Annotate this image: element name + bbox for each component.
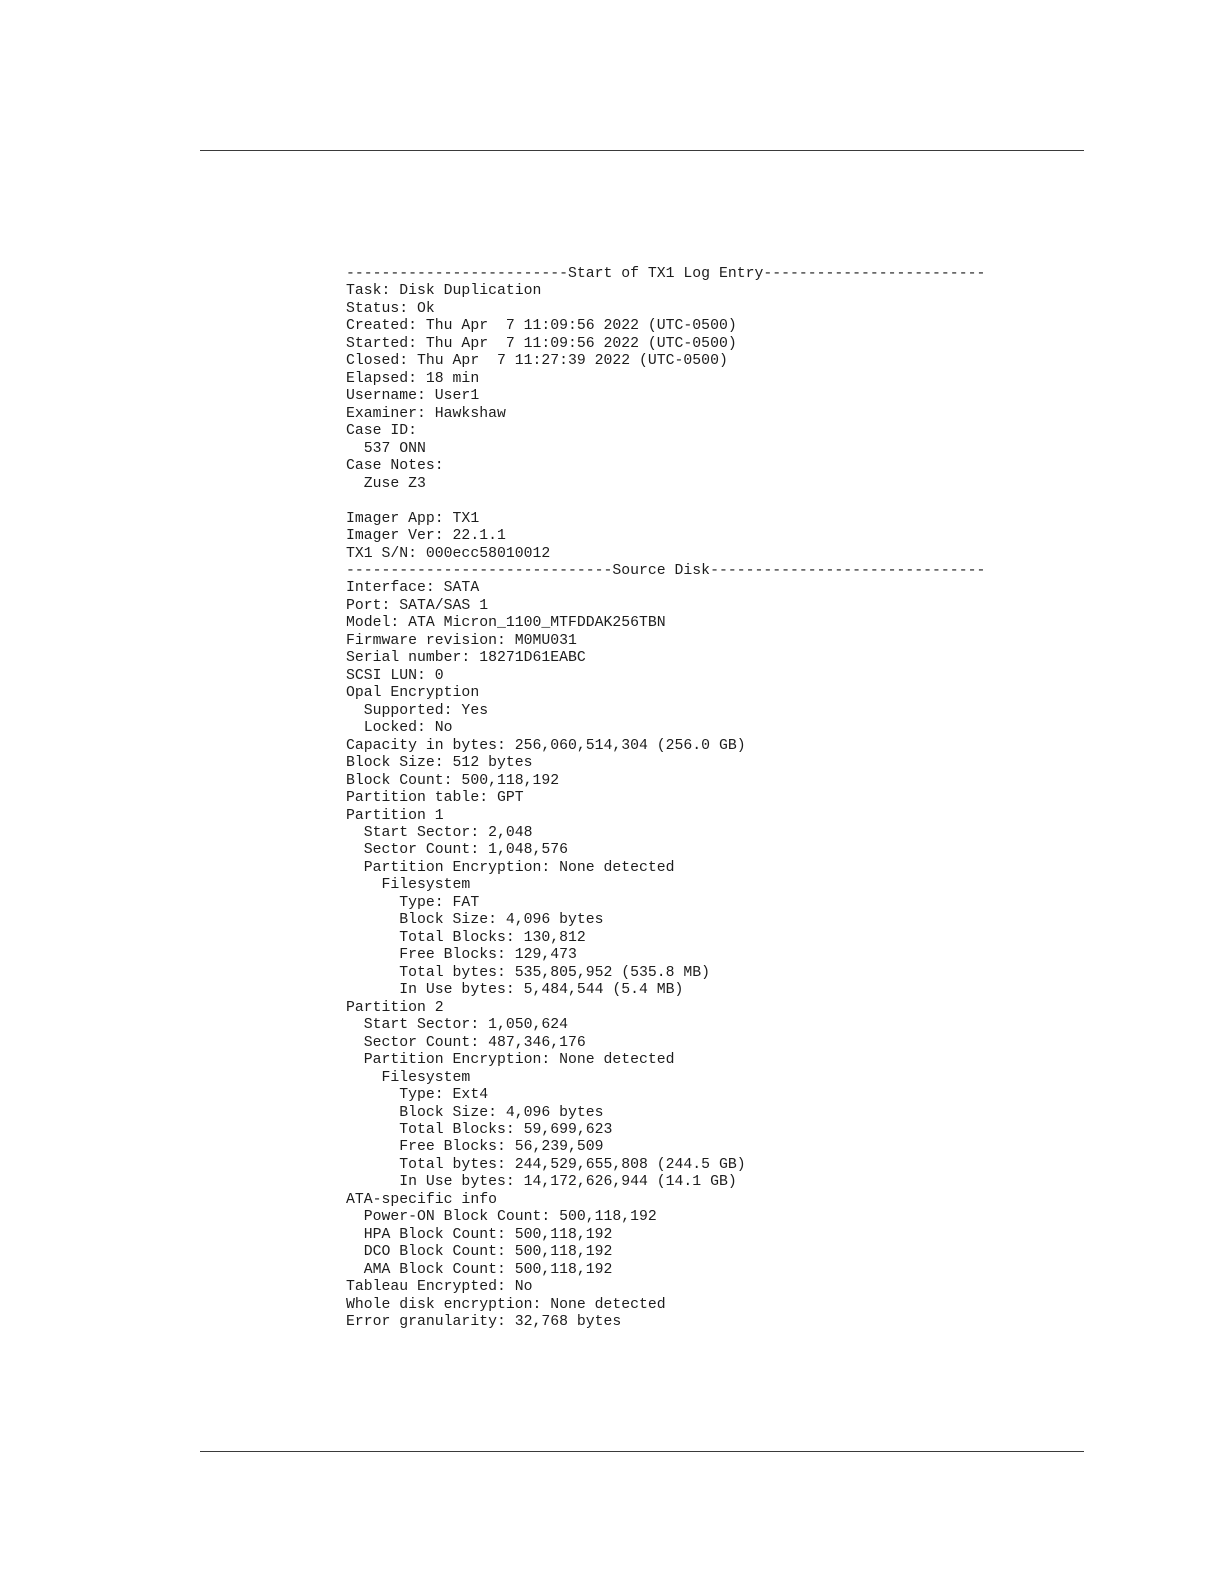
log-line: Start Sector: 1,050,624	[346, 1017, 568, 1034]
log-line: Locked: No	[346, 720, 453, 737]
log-line: Examiner: Hawkshaw	[346, 405, 506, 422]
log-line: Filesystem	[346, 877, 471, 894]
header-rule	[200, 150, 1084, 151]
log-line: Partition Encryption: None detected	[346, 1052, 675, 1069]
log-line: Supported: Yes	[346, 702, 489, 719]
log-line: Case Notes:	[346, 458, 444, 475]
log-line: Created: Thu Apr 7 11:09:56 2022 (UTC-0500)	[346, 318, 737, 335]
log-line: Block Count: 500,118,192	[346, 772, 560, 789]
log-line: Type: Ext4	[346, 1087, 489, 1104]
log-line: ATA-specific info	[346, 1191, 497, 1208]
log-line: Firmware revision: M0MU031	[346, 632, 577, 649]
log-line: Sector Count: 1,048,576	[346, 842, 568, 859]
log-line: Total Blocks: 130,812	[346, 929, 586, 946]
footer-rule	[200, 1451, 1084, 1452]
log-line: In Use bytes: 5,484,544 (5.4 MB)	[346, 982, 684, 999]
log-line: Free Blocks: 56,239,509	[346, 1139, 604, 1156]
log-line: Free Blocks: 129,473	[346, 947, 577, 964]
log-line: Partition table: GPT	[346, 790, 524, 807]
log-line: Error granularity: 32,768 bytes	[346, 1314, 622, 1331]
log-line: Whole disk encryption: None detected	[346, 1296, 666, 1313]
tx1-log-entry	[346, 266, 1046, 1332]
log-line: Tableau Encrypted: No	[346, 1279, 533, 1296]
log-line: Status: Ok	[346, 300, 435, 317]
log-line: TX1 S/N: 000ecc58010012	[346, 545, 551, 562]
log-line: Model: ATA Micron_1100_MTFDDAK256TBN	[346, 615, 666, 632]
log-line: Total Blocks: 59,699,623	[346, 1121, 613, 1138]
log-line: Power-ON Block Count: 500,118,192	[346, 1209, 657, 1226]
log-section-separator: -------------------------Start of TX1 Log Entry-------------------------	[346, 266, 986, 282]
log-line: Interface: SATA	[346, 580, 480, 597]
log-line: 537 ONN	[346, 440, 426, 457]
log-line: Start Sector: 2,048	[346, 825, 533, 841]
log-line: Imager App: TX1	[346, 510, 480, 527]
log-line: Serial number: 18271D61EABC	[346, 650, 586, 667]
log-line: SCSI LUN: 0	[346, 667, 444, 684]
log-line: Task: Disk Duplication	[346, 283, 542, 300]
log-line: Type: FAT	[346, 894, 480, 911]
log-line: Block Size: 4,096 bytes	[346, 1104, 604, 1121]
log-line: Capacity in bytes: 256,060,514,304 (256.0 GB)	[346, 737, 746, 754]
log-line: Total bytes: 535,805,952 (535.8 MB)	[346, 964, 711, 981]
log-line: Block Size: 512 bytes	[346, 755, 533, 772]
log-line: Block Size: 4,096 bytes	[346, 912, 604, 929]
log-line: DCO Block Count: 500,118,192	[346, 1244, 613, 1261]
log-line: Partition 1	[346, 807, 444, 824]
log-line: AMA Block Count: 500,118,192	[346, 1261, 613, 1278]
log-line: Username: User1	[346, 388, 480, 405]
log-line: Opal Encryption	[346, 685, 480, 702]
log-line: Imager Ver: 22.1.1	[346, 528, 506, 545]
log-line: Partition Encryption: None detected	[346, 859, 675, 876]
log-line: Total bytes: 244,529,655,808 (244.5 GB)	[346, 1156, 746, 1173]
log-line: Filesystem	[346, 1069, 471, 1086]
log-line: In Use bytes: 14,172,626,944 (14.1 GB)	[346, 1174, 737, 1191]
log-line: Zuse Z3	[346, 475, 426, 492]
log-line: Partition 2	[346, 999, 444, 1016]
log-line: Elapsed: 18 min	[346, 370, 480, 387]
log-line: Started: Thu Apr 7 11:09:56 2022 (UTC-0500)	[346, 335, 737, 352]
log-line: Sector Count: 487,346,176	[346, 1034, 586, 1051]
log-blank-line	[346, 493, 1046, 510]
log-line: HPA Block Count: 500,118,192	[346, 1226, 613, 1243]
log-section-separator: ------------------------------Source Disk-------------------------------	[346, 562, 986, 579]
log-line: Closed: Thu Apr 7 11:27:39 2022 (UTC-0500)	[346, 353, 728, 370]
log-line: Port: SATA/SAS 1	[346, 597, 489, 614]
log-line: Case ID:	[346, 423, 418, 440]
